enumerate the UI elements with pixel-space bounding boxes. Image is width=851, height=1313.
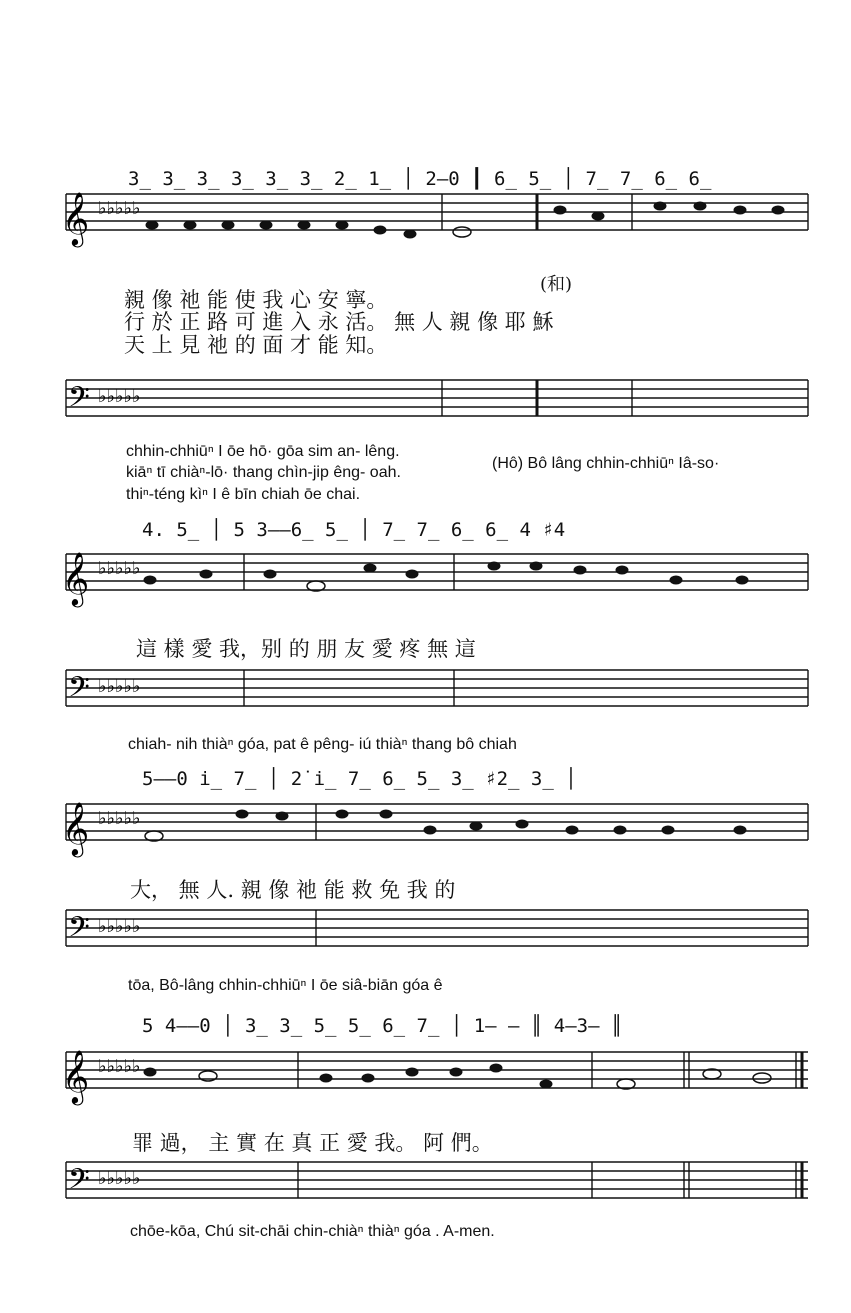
bass-staff-2 (0, 656, 851, 736)
roman-line-3: tōa, Bô-lâng chhin-chhiūⁿ I ōe siâ-biān góa ê (128, 977, 443, 994)
treble-clef-icon: 𝄞 (62, 191, 90, 245)
roman-line-2: chiah- nih thiàⁿ góa, pat ê pêng- iú thiàⁿ thang bô chiah (128, 736, 517, 753)
solfa-line-3: 5——0 i̲ 7̲ │ 2̇ i̲ 7̲ 6̲ 5̲ 3̲ ♯2̲ 3̲ │ (142, 768, 577, 790)
svg-text:♭♭♭♭♭: ♭♭♭♭♭ (98, 1056, 141, 1077)
svg-text:♭♭♭♭♭: ♭♭♭♭♭ (98, 1168, 141, 1189)
solfa-line-2: 4. 5̲ │ 5 3——6̲ 5̲ │ 7̲ 7̲ 6̲ 6̲ 4 ♯4 (142, 519, 566, 541)
roman-line-4: chōe-kōa, Chú sit-chāi chin-chiàⁿ thiàⁿ góa . A-men. (130, 1223, 495, 1240)
treble-staff-3 (0, 790, 851, 870)
key-signature-icon: ♭♭♭♭♭ (98, 198, 141, 219)
bass-staff-1 (0, 366, 851, 446)
roman-verse-1: chhin-chhiūⁿ I ōe hō· gōa sim an- lêng. (126, 443, 400, 460)
hymn-line-4: 罪 過， 主 實 在 真 正 愛 我。 阿 們。 (132, 1131, 493, 1155)
hymn-verse-3: 天 上 見 祂 的 面 才 能 知。 (124, 333, 388, 357)
svg-text:𝄞: 𝄞 (62, 1049, 90, 1103)
bass-staff-4 (0, 1148, 851, 1228)
svg-text:♭♭♭♭♭: ♭♭♭♭♭ (98, 676, 141, 697)
roman-verse-3: thiⁿ-téng kìⁿ I ê bīn chiah ōe chai. (126, 486, 361, 503)
roman-refrain: (Hô) Bô lâng chhin-chhiūⁿ Iâ-so· (492, 455, 720, 472)
treble-staff-2 (0, 540, 851, 620)
hymn-line-2: 這 樣 愛 我，别 的 朋 友 愛 疼 無 這 (136, 637, 476, 661)
solfa-line-1: 3̲ 3̲ 3̲ 3̲ 3̲ 3̲ 2̲ 1̲ │ 2—0 ┃ 6̲ 5̲ │ 7̲ 7̲ 6̲ 6̲ (128, 168, 712, 190)
treble-staff-4 (0, 1038, 851, 1118)
refrain-mark: (和) (540, 274, 573, 295)
solfa-line-4: 5 4——0 │ 3̲ 3̲ 5̲ 5̲ 6̲ 7̲ │ 1— — ║ 4—3— ║ (142, 1015, 623, 1037)
svg-text:♭♭♭♭♭: ♭♭♭♭♭ (98, 558, 141, 579)
svg-text:𝄢: 𝄢 (68, 671, 90, 711)
svg-text:♭♭♭♭♭: ♭♭♭♭♭ (98, 916, 141, 937)
svg-text:𝄞: 𝄞 (62, 801, 90, 855)
bass-clef-icon: 𝄢 (68, 381, 90, 421)
svg-text:♭♭♭♭♭: ♭♭♭♭♭ (98, 808, 141, 829)
roman-verse-2: kiāⁿ tī chiàⁿ-lō· thang chìn-jip êng- oah. (126, 464, 401, 481)
hymn-line-3: 大， 無 人. 親 像 祂 能 救 免 我 的 (130, 878, 456, 902)
bass-staff-3 (0, 896, 851, 976)
svg-text:𝄢: 𝄢 (68, 911, 90, 951)
hymn-verse-1: 親 像 祂 能 使 我 心 安 寧。 (124, 288, 388, 312)
svg-text:𝄢: 𝄢 (68, 1163, 90, 1203)
svg-text:𝄞: 𝄞 (62, 551, 90, 605)
hymn-verse-2: 行 於 正 路 可 進 入 永 活。 無 人 親 像 耶 穌 (124, 310, 554, 334)
svg-text:♭♭♭♭♭: ♭♭♭♭♭ (98, 386, 141, 407)
